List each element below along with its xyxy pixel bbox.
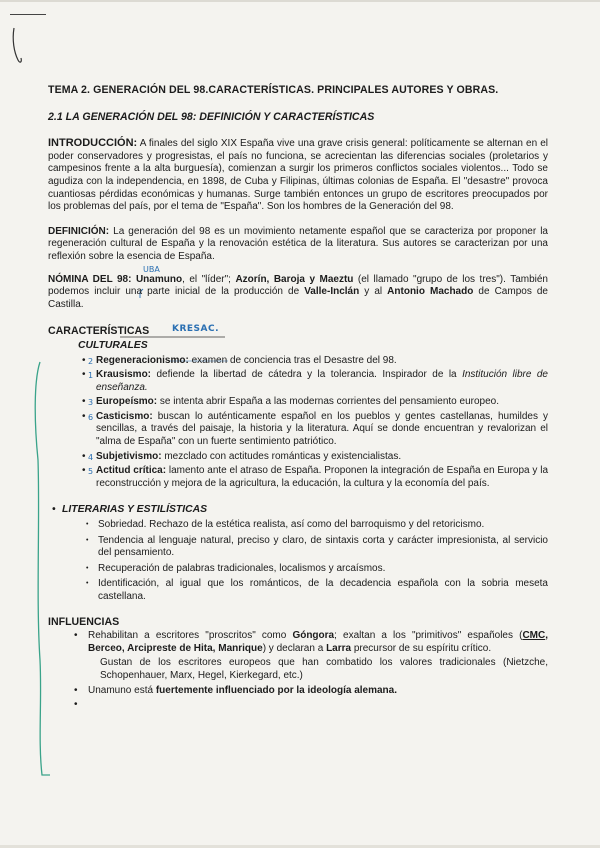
pen-number: 3 (88, 398, 94, 408)
influence-text: precursor de su espíritu crítico. (351, 642, 492, 654)
cultural-italic: Institución libre de enseñanza. (96, 369, 548, 393)
nomina-paragraph (48, 264, 548, 312)
bullet-glyph: • (74, 630, 78, 642)
literary-item (86, 562, 548, 576)
literary-text: Recuperación de palabras tradicionales, localismos y arcaísmos. (98, 562, 386, 574)
definition-paragraph (48, 226, 548, 264)
cultural-term: Subjetivismo: (96, 450, 162, 462)
bullet-glyph: • (82, 450, 86, 462)
literary-text: Sobriedad. Rechazo de la estética realista, así como del barroquismo y del retoricismo. (98, 519, 485, 531)
influence-larra: Larra (326, 642, 352, 654)
pen-number: 4 (88, 452, 94, 462)
cultural-item (82, 396, 548, 409)
influences-list (48, 630, 548, 712)
influence-gongora: Góngora (292, 630, 335, 642)
literary-label: LITERARIAS Y ESTILÍSTICAS (62, 504, 208, 516)
cultural-term: Actitud crítica: (96, 465, 167, 477)
cultural-list (48, 355, 548, 491)
cultural-item (82, 369, 548, 394)
nomina-unamuno: Unamuno (131, 273, 183, 285)
bullet-glyph: • (82, 354, 86, 366)
pen-number: 5 (88, 467, 94, 477)
influence-german: fuertemente influenciado por la ideología alemana. (155, 684, 397, 696)
characteristics-heading (48, 325, 548, 338)
margin-hook-mark (13, 28, 21, 62)
anno-uba: UBA (143, 264, 160, 274)
nomina-group: Azorín, Baroja y Maeztu (235, 273, 354, 285)
influence-item (88, 657, 548, 682)
bullet-glyph: • (74, 699, 78, 711)
cultural-item (82, 410, 548, 449)
literary-text: Identificación, al igual que los románticos, de la decadencia española con la sobria meseta castellana. (98, 578, 548, 602)
bullet-glyph: • (82, 369, 86, 381)
cultural-term: Krausismo: (96, 369, 152, 381)
section-title: 2.1 LA GENERACIÓN DEL 98: DEFINICIÓN Y CARACTERÍSTICAS (48, 110, 375, 123)
bullet-glyph: • (86, 564, 89, 572)
cultural-text: lamento ante el atraso de España. Proponen la integración de España en Europa y la reconstrucción y mejora de la agricultura, la educación, la cultura y la economía del país. (96, 465, 549, 489)
nomina-text-4: de Campos de Castilla. (48, 286, 548, 310)
cultural-term: Casticismo: (96, 410, 153, 422)
definition-text: La generación del 98 es un movimiento netamente español que se caracteriza por proponer la regeneración cultural de España y la renovación estética de la literatura. Sus autores se caracterizan por una reflexión sobre la esencia de España. (48, 225, 548, 262)
influences-heading: INFLUENCIAS (48, 615, 120, 628)
pen-number: 2 (88, 356, 94, 366)
cultural-text: mezclado con actitudes románticas y existencialistas. (161, 450, 402, 462)
bullet-glyph: • (86, 536, 89, 544)
intro-label: INTRODUCCIÓN: (48, 137, 138, 150)
cultural-heading (78, 340, 548, 353)
nomina-text-2: (el llamado "grupo de los tres"). También podemos incluir una parte inicial de la producción de (48, 273, 548, 298)
nomina-machado: Antonio Machado (387, 286, 474, 298)
cultural-text: defiende la libertad de cátedra y la tolerancia. Inspirador de la (151, 369, 463, 381)
doc-title: TEMA 2. GENERACIÓN DEL 98.CARACTERÍSTICAS. PRINCIPALES AUTORES Y OBRAS. (48, 84, 499, 96)
literary-heading (52, 504, 548, 517)
nomina-text-3: y al (359, 286, 388, 298)
cultural-text: examen de conciencia tras el Desastre del 98. (188, 354, 397, 366)
influence-item (74, 630, 548, 655)
bullet-glyph: • (86, 521, 89, 529)
anno-kresac: KRESAC. (172, 324, 220, 335)
nomina-valle: Valle-Inclán (304, 286, 360, 298)
document-body (48, 84, 548, 714)
influence-text: ) y declaran a (262, 642, 327, 654)
pen-number: 1 (88, 371, 94, 381)
bullet-glyph: • (52, 504, 56, 516)
cultural-item (82, 465, 549, 490)
nomina-text-1: , el "líder"; (182, 273, 236, 285)
bullet-glyph: • (82, 396, 86, 408)
cultural-text: se intenta abrir España a las modernas corrientes del pensamiento europeo. (157, 396, 499, 408)
intro-text: A finales del siglo XIX España vive una grave crisis general: políticamente se alternan en el poder conservadores y progresistas, el país no funciona, se acrecientan las diferencias sociales (proletarios y campesinos frente a la alta burguesía), comienzan a surgir los primeros conflictos sociales violentos... Todo se agudiza con la independencia, en 1898, de Cuba y Filipinas, últimas colonias de España. El "desastre" provoca cuantiosas pérdidas económicas y humanas. Surge también entonces un grupo de escritores preocupados por los problemas del país, por el tema de "España". Son los hombres de la Generación del 98. (48, 138, 548, 213)
cultural-item (82, 450, 548, 464)
bullet-glyph: • (82, 465, 86, 477)
cultural-label: CULTURALES (78, 339, 148, 351)
literary-item (86, 534, 548, 560)
literary-item (86, 578, 548, 603)
influence-text: Rehabilitan a escritores "proscritos" como (88, 630, 293, 642)
influence-text: ; exaltan a los "primitivos" españoles ( (334, 630, 523, 642)
influence-cmc: CMC (522, 630, 546, 642)
influence-item-empty (74, 699, 548, 712)
literary-item (86, 519, 548, 532)
bullet-glyph: • (82, 410, 86, 422)
characteristics-label: CARACTERÍSTICAS (48, 325, 150, 338)
literary-text: Tendencia al lenguaje natural, preciso y claro, de sintaxis corta y carácter impresionista, al servicio del pensamiento. (98, 534, 548, 559)
cultural-item (82, 354, 548, 368)
influence-text: Gustan de los escritores europeos que han combatido los valores tradicionales (Nietzche, Schopenhauer, Marx, Hegel, Kierkegard, etc.) (100, 657, 548, 681)
bullet-glyph: • (74, 684, 78, 696)
influence-text: Unamuno está (88, 684, 156, 696)
scan-edge (0, 0, 600, 2)
cultural-term: Europeísmo: (96, 396, 158, 408)
cultural-text: buscan lo auténticamente español en los pueblos y gentes castellanas, humildes y sencillas, a través del paisaje, la historia y la literatura. Aquí se donde encuentran y revalorizan el "alma de España" con un fuerte sentimiento patriótico. (96, 410, 548, 448)
cultural-term: Regeneracionismo: (96, 354, 189, 366)
nomina-label: NÓMINA DEL 98: (48, 273, 132, 285)
literary-list (48, 519, 548, 604)
pen-mark-top (10, 14, 46, 15)
intro-paragraph (48, 137, 548, 214)
influence-text: , (545, 630, 548, 642)
definition-label: DEFINICIÓN: (48, 225, 110, 237)
pen-number: 6 (88, 412, 94, 422)
influence-authors: Berceo, Arcipreste de Hita, Manrique (88, 642, 263, 654)
influence-item (74, 684, 548, 698)
bullet-glyph: • (86, 580, 89, 588)
